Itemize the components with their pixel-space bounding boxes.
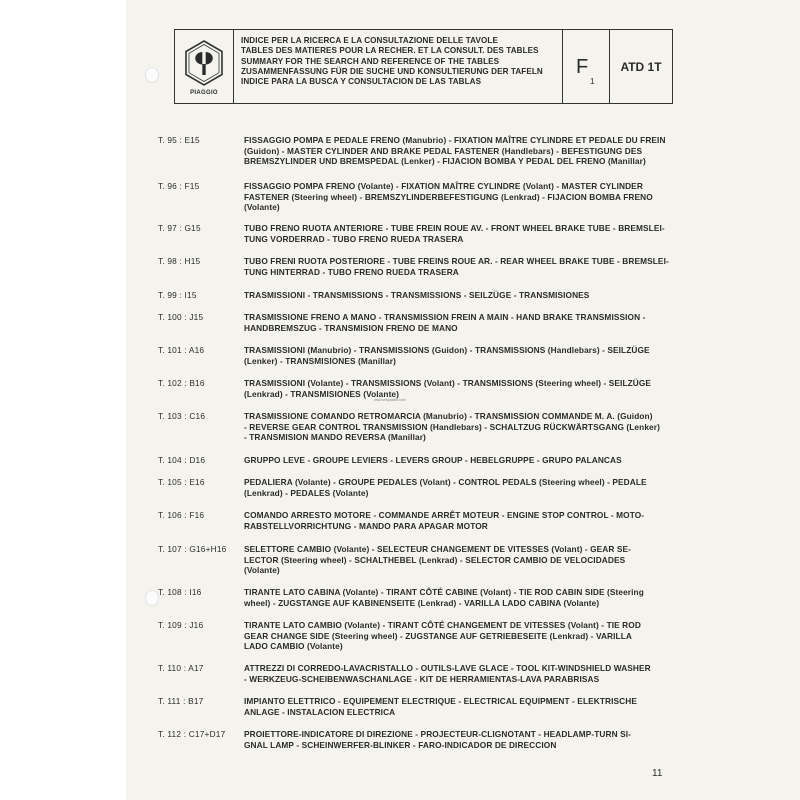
description-line: TUBO FRENI RUOTA POSTERIORE - TUBE FREINS ROUE AR. - REAR WHEEL BRAKE TUBE - BREMSLEI-: [244, 256, 669, 266]
description-line: FISSAGGIO POMPA E PEDALE FRENO (Manubrio) - FIXATION MAÎTRE CYLINDRE ET PEDALE DU FREIN: [244, 135, 666, 145]
description-line: (Lenkrad) - PEDALES (Volante): [244, 487, 369, 498]
header-box: [174, 29, 673, 104]
description-line: LADO CAMBIO (Volante): [244, 641, 343, 652]
table-description: [244, 378, 674, 399]
description-line: FASTENER (Steering wheel) - BREMSZYLINDERBEFESTIGUNG (Lenkrad) - FIJACION BOMBA FRENO: [244, 191, 653, 202]
title-line: SUMMARY FOR THE SEARCH AND REFERENCE OF THE TABLES: [241, 56, 500, 66]
table-description: [244, 663, 674, 684]
description-line: wheel) - ZUGSTANGE AUF KABINENSEITE (Lenkrad) - VARILLA LADO CABINA (Volante): [244, 597, 600, 608]
table-ref: T. 108 : I16: [158, 587, 202, 597]
table-ref: T. 112 : C17+D17: [158, 729, 226, 739]
title-line: TABLES DES MATIERES POUR LA RECHER. ET LA CONSULT. DES TABLES: [241, 46, 539, 56]
punch-hole: [145, 590, 159, 606]
description-line: (Volante): [244, 202, 280, 213]
table-ref: T. 104 : D16: [158, 455, 206, 465]
table-ref: T. 99 : I15: [158, 290, 197, 300]
table-ref: T. 97 : G15: [158, 223, 201, 233]
table-description: [244, 256, 674, 277]
table-description: [244, 345, 674, 366]
table-ref: T. 98 : H15: [158, 256, 201, 266]
table-description: [244, 544, 674, 576]
description-line: BREMSZYLINDER UND BREMSPEDAL (Lenker) - FIJACION BOMBA Y PEDAL DEL FRENO (Manillar): [244, 156, 646, 167]
description-line: (Volante): [244, 565, 280, 576]
description-line: GRUPPO LEVE - GROUPE LEVIERS - LEVERS GROUP - HEBELGRUPPE - GRUPO PALANCAS: [244, 455, 622, 465]
table-description: [244, 620, 674, 652]
table-ref: T. 100 : J15: [158, 312, 204, 322]
model-cell: ATD 1T: [620, 59, 662, 74]
table-description: [244, 312, 674, 333]
description-line: TRASMISSIONI - TRANSMISSIONS - TRANSMISSIONS - SEILZÜGE - TRANSMISIONES: [244, 290, 590, 300]
page-number: 11: [652, 768, 663, 779]
logo-text: PIAGGIO: [190, 90, 218, 96]
description-line: LECTOR (Steering wheel) - SCHALTHEBEL (Lenkrad) - SELECTOR CAMBIO DE VELOCIDADES: [244, 554, 626, 565]
piaggio-logo-icon: [185, 40, 223, 86]
table-ref: T. 103 : C16: [158, 411, 206, 421]
table-ref: T. 105 : E16: [158, 477, 205, 487]
table-description: [244, 135, 674, 167]
description-line: PEDALIERA (Volante) - GROUPE PEDALES (Volant) - CONTROL PEDALS (Steering wheel) - PEDALE: [244, 477, 647, 487]
table-ref: T. 111 : B17: [158, 696, 204, 706]
table-ref: T. 102 : B16: [158, 378, 205, 388]
table-description: [244, 477, 674, 498]
description-line: TRASMISSIONE FRENO A MANO - TRANSMISSION FREIN A MAIN - HAND BRAKE TRANSMISSION -: [244, 312, 646, 322]
table-description: [244, 411, 674, 443]
watermark-stamp: www.vespaelite.com: [374, 398, 406, 402]
description-line: ATTREZZI DI CORREDO-LAVACRISTALLO - OUTILS-LAVE GLACE - TOOL KIT-WINDSHIELD WASHER: [244, 663, 651, 673]
description-line: TRASMISSIONE COMANDO RETROMARCIA (Manubrio) - TRANSMISSION COMMANDE M. A. (Guidon): [244, 411, 653, 421]
table-description: [244, 696, 674, 717]
description-line: TUNG VORDERRAD - TUBO FRENO RUEDA TRASERA: [244, 233, 464, 244]
section-cell: [563, 30, 610, 103]
table-ref: T. 101 : A16: [158, 345, 205, 355]
table-description: [244, 223, 674, 244]
description-line: ANLAGE - INSTALACION ELECTRICA: [244, 706, 396, 717]
description-line: SELETTORE CAMBIO (Volante) - SELECTEUR CHANGEMENT DE VITESSES (Volant) - GEAR SE-: [244, 544, 632, 554]
table-ref: T. 110 : A17: [158, 663, 204, 673]
description-line: TRASMISSIONI (Manubrio) - TRANSMISSIONS (Guidon) - TRANSMISSIONS (Handlebars) - SEILZÜGE: [244, 345, 650, 355]
table-description: [244, 587, 674, 608]
section-subscript: 1: [590, 77, 595, 86]
description-line: TRASMISSIONI (Volante) - TRANSMISSIONS (Volant) - TRANSMISSIONS (Steering wheel) - SEILZÜGE: [244, 378, 652, 388]
description-line: (Lenker) - TRANSMISIONES (Manillar): [244, 355, 396, 366]
table-ref: T. 95 : E15: [158, 135, 200, 145]
description-line: - TRANSMISION MANDO REVERSA (Manillar): [244, 432, 426, 443]
description-line: GNAL LAMP - SCHEINWERFER-BLINKER - FARO-INDICADOR DE DIRECCION: [244, 739, 557, 750]
table-description: [244, 510, 674, 531]
description-line: TUNG HINTERRAD - TUBO FRENO RUEDA TRASERA: [244, 266, 459, 277]
description-line: GEAR CHANGE SIDE (Steering wheel) - ZUGSTANGE AUF GETRIEBESEITE (Lenkrad) - VARILLA: [244, 630, 632, 641]
table-ref: T. 96 : F15: [158, 181, 200, 191]
punch-hole: [145, 67, 159, 83]
title-line: INDICE PER LA RICERCA E LA CONSULTAZIONE DELLE TAVOLE: [241, 36, 498, 45]
logo-cell: [175, 30, 234, 103]
description-line: (Lenkrad) - TRANSMISIONES (Volante): [244, 388, 400, 399]
table-ref: T. 109 : J16: [158, 620, 204, 630]
description-line: PROIETTORE-INDICATORE DI DIREZIONE - PROJECTEUR-CLIGNOTANT - HEADLAMP-TURN SI-: [244, 729, 631, 739]
table-ref: T. 107 : G16+H16: [158, 544, 227, 554]
description-line: FISSAGGIO POMPA FRENO (Volante) - FIXATION MAÎTRE CYLINDRE (Volant) - MASTER CYLINDER: [244, 181, 643, 191]
table-description: [244, 181, 674, 213]
description-line: TIRANTE LATO CABINA (Volante) - TIRANT CÔTÉ CABINE (Volant) - TIE ROD CABIN SIDE (Steering: [244, 587, 644, 597]
title-line: ZUSAMMENFASSUNG FÜR DIE SUCHE UND KONSULTIERUNG DER TAFELN: [241, 66, 543, 76]
table-description: [244, 729, 674, 750]
description-line: TUBO FRENO RUOTA ANTERIORE - TUBE FREIN ROUE AV. - FRONT WHEEL BRAKE TUBE - BREMSLEI-: [244, 223, 665, 233]
table-description: [244, 290, 674, 301]
section-letter: F: [576, 56, 589, 78]
description-line: TIRANTE LATO CAMBIO (Volante) - TIRANT CÔTÉ CHANGEMENT DE VITESSES (Volant) - TIE ROD: [244, 620, 641, 630]
description-line: HANDBREMSZUG - TRANSMISION FRENO DE MANO: [244, 322, 458, 333]
table-description: [244, 455, 674, 466]
table-ref: T. 106 : F16: [158, 510, 205, 520]
description-line: (Guidon) - MASTER CYLINDER AND BRAKE PEDAL FASTENER (Handlebars) - BEFESTIGUNG DES: [244, 145, 643, 156]
description-line: COMANDO ARRESTO MOTORE - COMMANDE ARRÊT MOTEUR - ENGINE STOP CONTROL - MOTO-: [244, 510, 645, 520]
title-line: INDICE PARA LA BUSCA Y CONSULTACION DE LAS TABLAS: [241, 77, 482, 87]
description-line: - WERKZEUG-SCHEIBENWASCHANLAGE - KIT DE HERRAMIENTAS-LAVA PARABRISAS: [244, 673, 600, 684]
description-line: - REVERSE GEAR CONTROL TRANSMISSION (Handlebars) - SCHALTZUG RÜCKWÄRTSGANG (Lenker): [244, 421, 660, 432]
title-cell: [234, 30, 563, 103]
description-line: IMPIANTO ELETTRICO - EQUIPEMENT ELECTRIQUE - ELECTRICAL EQUIPMENT - ELEKTRISCHE: [244, 696, 637, 706]
description-line: RABSTELLVORRICHTUNG - MANDO PARA APAGAR MOTOR: [244, 520, 488, 531]
